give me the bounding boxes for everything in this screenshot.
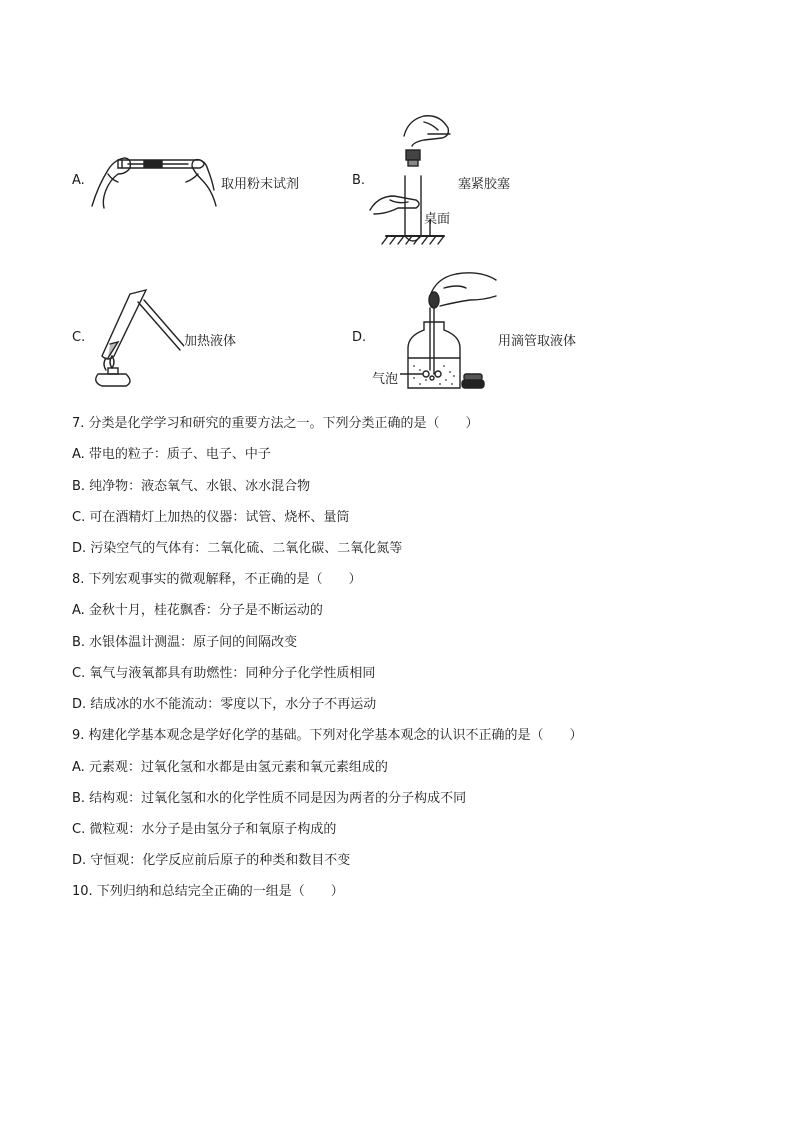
q8-option-c: C. 氧气与液氧都具有助燃性：同种分子化学性质相同 [72,666,376,681]
option-c-caption: 加热液体 [184,334,237,349]
q7-option-b: B. 纯净物：液态氧气、水银、冰水混合物 [72,479,311,494]
q9-stem: 9. 构建化学基本观念是学好化学的基础。下列对化学基本观念的认识不正确的是（ ） [72,728,583,743]
q7-option-a: A. 带电的粒子：质子、电子、中子 [72,447,271,462]
q9-option-a: A. 元素观：过氧化氢和水都是由氢元素和氧元素组成的 [72,760,388,775]
q8-option-d: D. 结成冰的水不能流动：零度以下，水分子不再运动 [72,697,377,712]
option-c-letter: C. [72,330,86,345]
q8-option-a: A. 金秋十月，桂花飘香：分子是不断运动的 [72,603,323,618]
dropper-liquid-figure [400,266,500,396]
option-d-letter: D. [352,330,367,345]
option-a-caption: 取用粉末试剂 [221,177,300,192]
heat-liquid-figure [88,286,184,390]
powder-reagent-figure [88,146,220,212]
q9-option-b: B. 结构观：过氧化氢和水的化学性质不同是因为两者的分子构成不同 [72,791,467,806]
option-b-letter: B. [352,173,366,188]
option-b-caption: 塞紧胶塞 [458,177,511,192]
insert-stopper-figure [368,110,458,250]
q8-stem: 8. 下列宏观事实的微观解释，不正确的是（ ） [72,572,362,587]
bubble-label: 气泡 [372,372,399,387]
q8-option-b: B. 水银体温计测温：原子间的间隔改变 [72,635,298,650]
q7-stem: 7. 分类是化学学习和研究的重要方法之一。下列分类正确的是（ ） [72,416,479,431]
q9-option-d: D. 守恒观：化学反应前后原子的种类和数目不变 [72,853,351,868]
q9-option-c: C. 微粒观：水分子是由氢分子和氧原子构成的 [72,822,337,837]
option-d-caption: 用滴管取液体 [498,334,577,349]
q7-option-c: C. 可在酒精灯上加热的仪器：试管、烧杯、量筒 [72,510,350,525]
q10-stem: 10. 下列归纳和总结完全正确的一组是（ ） [72,884,344,899]
q7-option-d: D. 污染空气的气体有：二氧化硫、二氧化碳、二氧化氮等 [72,541,403,556]
desk-label: 桌面 [424,212,451,227]
option-a-letter: A. [72,173,85,188]
